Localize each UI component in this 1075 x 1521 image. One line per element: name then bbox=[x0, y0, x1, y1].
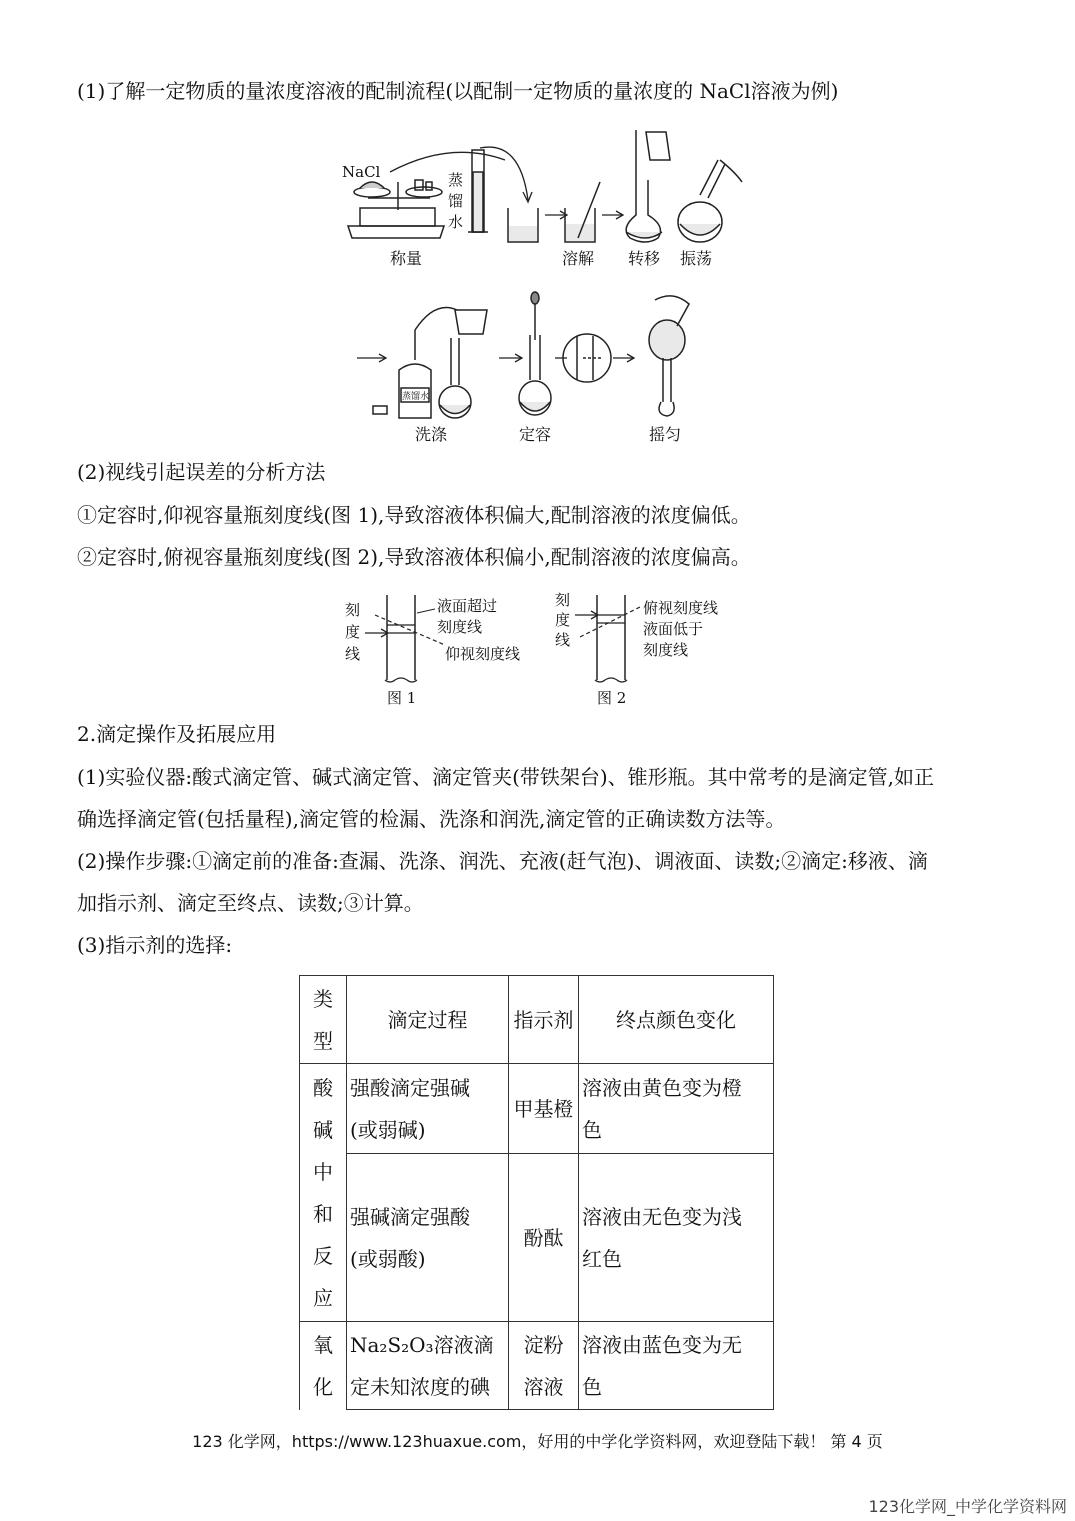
section-heading-2: (2)视线引起误差的分析方法 bbox=[77, 460, 326, 484]
graduated-cylinder-icon bbox=[468, 150, 488, 232]
table-row bbox=[300, 1064, 774, 1154]
solution-prep-flow-figure bbox=[330, 120, 750, 275]
step-shake: 振荡 bbox=[680, 249, 713, 268]
reading-error-figures bbox=[335, 585, 745, 710]
row3-process-1 bbox=[350, 1324, 505, 1366]
row3-endpoint bbox=[579, 1322, 774, 1410]
row3-indicator-1: 淀粉 bbox=[523, 1332, 564, 1357]
row1-process-2: (或弱碱) bbox=[350, 1117, 426, 1142]
figure-2-diagram bbox=[575, 595, 640, 682]
fig2-side-1: 刻 bbox=[555, 591, 571, 609]
table-row bbox=[300, 1322, 774, 1410]
header-process: 滴定过程 bbox=[347, 976, 509, 1064]
row1-indicator: 甲基橙 bbox=[509, 1064, 579, 1154]
beaker-icon bbox=[508, 208, 538, 242]
step-mix: 摇匀 bbox=[649, 425, 682, 444]
water-label-3: 水 bbox=[448, 213, 464, 231]
instruments-line-2: 确选择滴定管(包括量程),滴定管的检漏、洗涤和润洗,滴定管的正确读数方法等。 bbox=[77, 807, 786, 831]
header-indicator: 指示剂 bbox=[509, 976, 579, 1064]
steps-line-1: (2)操作步骤:①滴定前的准备:查漏、洗涤、润洗、充液(赶气泡)、调液面、读数;②滴定:移液、滴 bbox=[77, 849, 928, 873]
fig1-note-2: 刻度线 bbox=[437, 618, 483, 636]
row2-endpoint-2: 红色 bbox=[582, 1246, 622, 1271]
group1-char: 碱 bbox=[313, 1117, 333, 1142]
site-watermark: 123化学网_中学化学资料网 bbox=[868, 1497, 1067, 1516]
fig2-note-1: 俯视刻度线 bbox=[643, 599, 719, 617]
section-heading-1: (1)了解一定物质的量浓度溶液的配制流程(以配制一定物质的量浓度的 NaCl溶液为例) bbox=[77, 79, 839, 103]
instruments-line-1: (1)实验仪器:酸式滴定管、碱式滴定管、滴定管夹(带铁架台)、锥形瓶。其中常考的是滴定管,如正 bbox=[77, 765, 935, 789]
row2-process bbox=[347, 1154, 509, 1322]
row3-indicator-2: 溶液 bbox=[523, 1374, 564, 1399]
row3-process bbox=[347, 1322, 509, 1410]
transfer-flask-icon bbox=[626, 130, 670, 242]
row1-endpoint bbox=[579, 1064, 774, 1154]
row2-endpoint-1: 溶液由无色变为浅 bbox=[582, 1204, 742, 1229]
error-item-1: ①定容时,仰视容量瓶刻度线(图 1),导致溶液体积偏大,配制溶液的浓度偏低。 bbox=[77, 503, 751, 527]
row1-endpoint-1: 溶液由黄色变为橙 bbox=[582, 1075, 742, 1100]
group2-char: 化 bbox=[313, 1374, 333, 1399]
step-transfer: 转移 bbox=[628, 249, 661, 268]
fig2-side-3: 线 bbox=[555, 631, 571, 649]
table-row bbox=[300, 1154, 774, 1322]
figure-1-diagram bbox=[365, 595, 445, 682]
header-endpoint: 终点颜色变化 bbox=[579, 976, 774, 1064]
solution-prep-flow-figure-2 bbox=[355, 290, 735, 450]
header-type-2: 型 bbox=[313, 1028, 333, 1053]
shaking-flask-icon bbox=[678, 160, 742, 242]
water-label-1: 蒸 bbox=[448, 171, 464, 189]
rinse-flask-icon bbox=[439, 310, 487, 418]
fig2-caption: 图 2 bbox=[597, 689, 627, 707]
row2-endpoint bbox=[579, 1154, 774, 1322]
group-redox bbox=[300, 1322, 347, 1410]
fig1-note-3: 仰视刻度线 bbox=[445, 645, 521, 663]
header-type bbox=[300, 976, 347, 1064]
magnifier-view-icon bbox=[563, 334, 611, 382]
steps-line-2: 加指示剂、滴定至终点、读数;③计算。 bbox=[77, 891, 424, 915]
indicator-heading: (3)指示剂的选择: bbox=[77, 933, 233, 957]
balance-icon bbox=[348, 180, 444, 238]
table-header-row bbox=[300, 976, 774, 1064]
row1-process-1: 强酸滴定强碱 bbox=[350, 1075, 470, 1100]
row2-process-1: 强碱滴定强酸 bbox=[350, 1204, 470, 1229]
row3-endpoint-1: 溶液由蓝色变为无 bbox=[582, 1332, 742, 1357]
group1-char: 和 bbox=[313, 1201, 333, 1226]
step-make-up: 定容 bbox=[519, 425, 552, 444]
group1-char: 中 bbox=[313, 1159, 333, 1184]
fig1-caption: 图 1 bbox=[387, 689, 417, 707]
header-type-1: 类 bbox=[313, 986, 333, 1011]
indicator-table bbox=[299, 975, 774, 1410]
bottle-label: 蒸馏水 bbox=[402, 392, 430, 402]
section-heading-3: 2.滴定操作及拓展应用 bbox=[77, 722, 277, 746]
step-dissolve: 溶解 bbox=[562, 249, 595, 268]
row3-process-2: 定未知浓度的碘 bbox=[350, 1374, 490, 1399]
row3-process-1-tail: 溶液滴 bbox=[433, 1332, 494, 1357]
invert-flask-icon bbox=[649, 296, 689, 416]
make-up-flask-icon bbox=[519, 292, 551, 415]
row3-endpoint-2: 色 bbox=[582, 1374, 602, 1399]
row1-process bbox=[347, 1064, 509, 1154]
group2-char: 氧 bbox=[313, 1332, 333, 1357]
fig1-side-2: 度 bbox=[345, 623, 361, 641]
nacl-label: NaCl bbox=[342, 163, 381, 181]
fig2-note-3: 刻度线 bbox=[643, 641, 689, 659]
fig1-note-1: 液面超过 bbox=[437, 597, 498, 615]
row2-process-2: (或弱酸) bbox=[350, 1246, 426, 1271]
step-wash: 洗涤 bbox=[415, 425, 448, 444]
group-acid-base bbox=[300, 1064, 347, 1322]
row2-indicator: 酚酞 bbox=[509, 1154, 579, 1322]
water-label-2: 馏 bbox=[448, 192, 464, 210]
page-footer: 123 化学网，https://www.123huaxue.com，好用的中学化学资料网，欢迎登陆下载！ 第 4 页 bbox=[192, 1432, 883, 1451]
row1-endpoint-2: 色 bbox=[582, 1117, 602, 1142]
fig1-side-1: 刻 bbox=[345, 601, 361, 619]
step-weigh: 称量 bbox=[390, 249, 423, 268]
group1-char: 酸 bbox=[313, 1075, 333, 1100]
group1-char: 应 bbox=[313, 1285, 333, 1310]
group1-char: 反 bbox=[313, 1243, 333, 1268]
beaker-with-rod-icon bbox=[565, 182, 600, 242]
row3-indicator bbox=[509, 1322, 579, 1410]
error-item-2: ②定容时,俯视容量瓶刻度线(图 2),导致溶液体积偏小,配制溶液的浓度偏高。 bbox=[77, 545, 751, 569]
thiosulfate-formula: Na₂S₂O₃ bbox=[350, 1332, 434, 1357]
fig2-note-2: 液面低于 bbox=[643, 620, 704, 638]
fig2-side-2: 度 bbox=[555, 611, 571, 629]
fig1-side-3: 线 bbox=[345, 645, 361, 663]
